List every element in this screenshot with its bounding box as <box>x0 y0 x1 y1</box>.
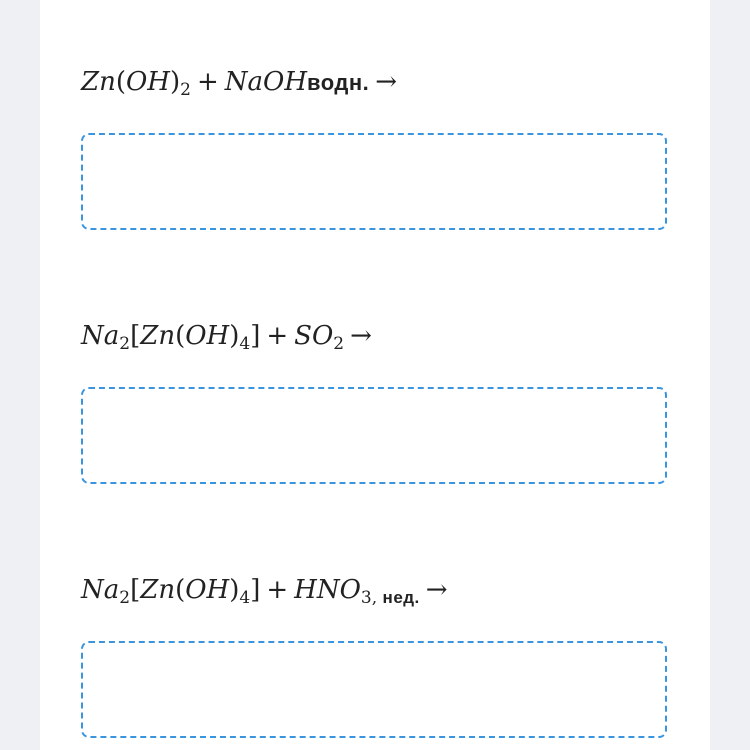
eq1-arrow: → <box>375 67 398 97</box>
eq2-arrow: → <box>350 321 372 351</box>
eq2-close-bracket: ] <box>250 321 261 351</box>
answer-box-1[interactable] <box>81 133 667 230</box>
eq3-hno: HNO <box>294 575 361 605</box>
eq2-na: Na <box>81 321 120 351</box>
eq1-subscript-2: 2 <box>180 80 191 100</box>
eq1-oh: OH <box>125 67 170 97</box>
exercise-card <box>40 0 710 750</box>
eq3-plus: + <box>266 575 289 605</box>
eq3-close-bracket: ] <box>250 575 261 605</box>
eq2-zn: Zn <box>140 321 176 351</box>
eq3-open-paren: ( <box>175 575 186 605</box>
eq2-so: SO <box>294 321 334 351</box>
eq3-subscript-3: 3, <box>360 588 378 608</box>
eq3-open-bracket: [ <box>130 575 141 605</box>
eq3-condition-dilute: нед. <box>382 588 420 607</box>
eq2-open-paren: ( <box>175 321 186 351</box>
eq2-subscript-2b: 2 <box>333 334 345 354</box>
eq1-naoh: NaOH <box>224 67 307 97</box>
eq2-plus: + <box>266 321 289 351</box>
eq2-subscript-2: 2 <box>119 334 131 354</box>
eq3-subscript-3-dilute <box>361 588 420 608</box>
eq2-close-paren: ) <box>229 321 240 351</box>
equation-1 <box>81 62 403 102</box>
eq2-oh: OH <box>185 321 230 351</box>
eq3-oh: OH <box>185 575 230 605</box>
eq1-close-paren: ) <box>169 67 181 97</box>
eq3-close-paren: ) <box>229 575 240 605</box>
eq2-open-bracket: [ <box>130 321 141 351</box>
eq2-subscript-4: 4 <box>239 334 251 354</box>
eq3-zn: Zn <box>140 575 176 605</box>
equation-3 <box>81 570 454 610</box>
eq3-na: Na <box>81 575 120 605</box>
eq3-subscript-4: 4 <box>239 588 251 608</box>
answer-box-3[interactable] <box>81 641 667 738</box>
answer-box-2[interactable] <box>81 387 667 484</box>
equation-2 <box>81 316 378 356</box>
eq3-subscript-2: 2 <box>119 588 131 608</box>
eq1-condition-aqueous: водн. <box>307 70 370 95</box>
eq1-zn: Zn <box>81 67 116 97</box>
eq1-plus: + <box>196 67 219 97</box>
eq1-open-paren: ( <box>115 67 126 97</box>
eq3-arrow: → <box>425 575 448 605</box>
